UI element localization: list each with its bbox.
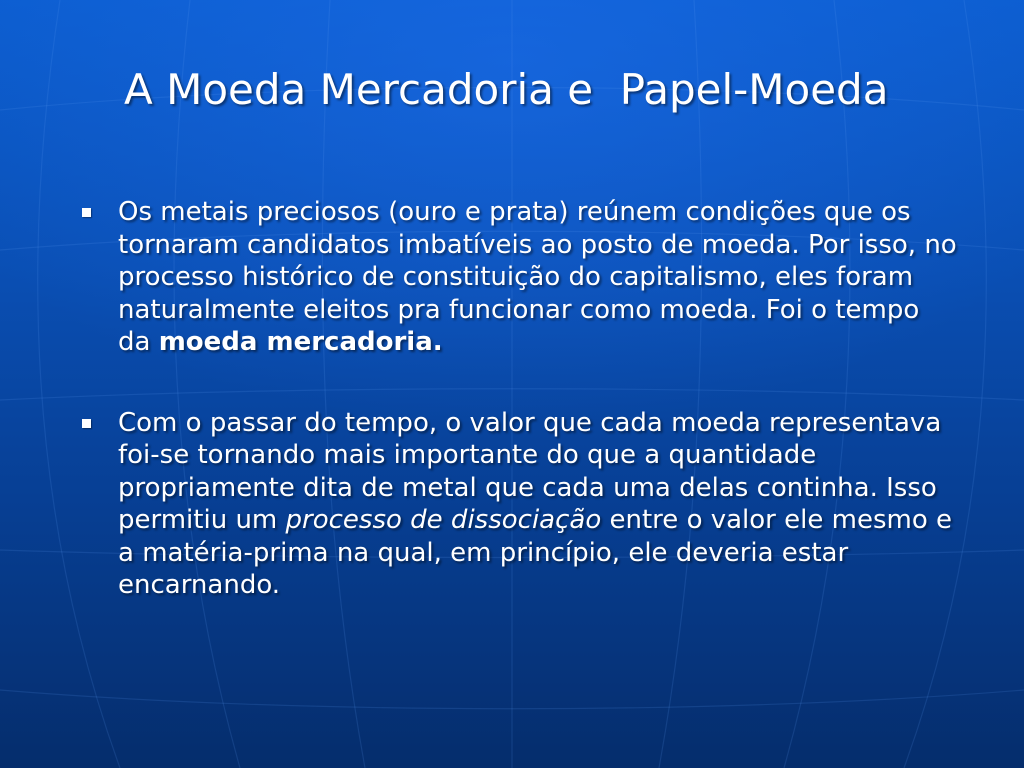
square-bullet-icon — [82, 208, 91, 217]
bullet-1-text: Os metais preciosos (ouro e prata) reúnem condições que os tornaram candidatos imbatíveis ao posto de moeda. Por isso, no processo histórico de constituição do capitalismo, eles foram naturalmente eleitos pra funcionar como moeda. Foi o tempo da — [118, 197, 957, 357]
bullet-item-1 — [78, 196, 958, 359]
bullet-list — [78, 196, 958, 602]
bullet-2-text-after: entre o valor ele mesmo e a matéria-prima na qual, em princípio, ele deveria estar encarnando. — [118, 505, 952, 600]
bullet-item-2 — [78, 407, 958, 602]
slide-title: A Moeda Mercadoria e Papel-Moeda — [124, 65, 889, 114]
bullet-2-text-before: Com o passar do tempo, o valor que cada moeda representava foi-se tornando mais importante do que a quantidade propriamente dita de metal que cada uma delas continha. Isso permitiu um — [118, 407, 942, 535]
bullet-1-bold-text: moeda mercadoria. — [158, 327, 443, 357]
square-bullet-icon — [82, 419, 91, 428]
bullet-2-italic-text: processo de dissociação — [285, 505, 602, 535]
